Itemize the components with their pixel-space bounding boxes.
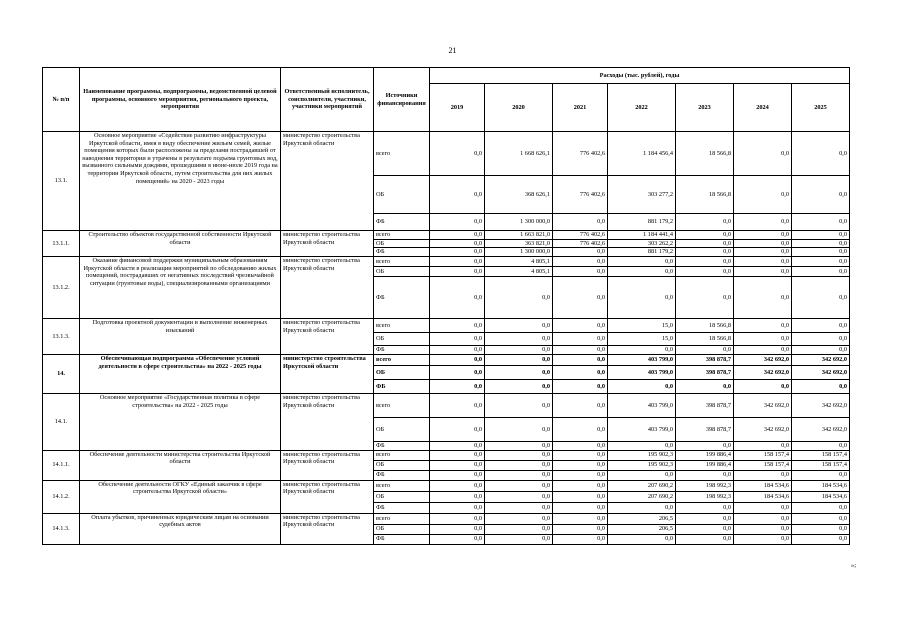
- amount-cell: 0,0: [792, 534, 850, 544]
- amount-cell: 0,0: [608, 502, 676, 513]
- amount-cell: 0,0: [485, 380, 553, 394]
- amount-cell: 0,0: [553, 418, 608, 442]
- amount-cell: 398 878,7: [676, 366, 734, 380]
- amount-cell: 206,5: [608, 524, 676, 534]
- amount-cell: 158 157,4: [792, 450, 850, 460]
- amount-cell: 0,0: [430, 442, 485, 451]
- amount-cell: 0,0: [553, 524, 608, 534]
- amount-cell: 881 179,2: [608, 248, 676, 257]
- row-responsible: министерство строительства Иркутской области: [281, 394, 374, 451]
- amount-cell: 0,0: [608, 534, 676, 544]
- amount-cell: 881 179,2: [608, 214, 676, 231]
- header-responsible: Ответственный исполнитель, соисполнители, участники, участники мероприятий: [281, 68, 374, 132]
- amount-cell: 1 300 000,0: [485, 214, 553, 231]
- row-name: Обеспечение деятельности ОГКУ «Единый заказчик в сфере строительства Иркутской области»: [80, 480, 281, 513]
- amount-cell: 0,0: [734, 176, 792, 214]
- amount-cell: 0,0: [553, 366, 608, 380]
- amount-cell: 342 692,0: [792, 394, 850, 418]
- row-name: Оказание финансовой поддержки муниципальным образованиям Иркутской области в реализации мероприятий по обследованию жилых помещений, пострадавших от негативных последствий чрезвычайной ситуации (грунтовые воды), специализированными организациями: [80, 257, 281, 319]
- amount-cell: 18 566,8: [676, 132, 734, 176]
- amount-cell: 0,0: [792, 257, 850, 267]
- header-expenses: Расходы (тыс. рублей), годы: [430, 68, 850, 84]
- amount-cell: 0,0: [792, 442, 850, 451]
- amount-cell: 0,0: [792, 470, 850, 480]
- table-row: [43, 394, 850, 418]
- amount-cell: 0,0: [676, 534, 734, 544]
- amount-cell: 0,0: [553, 460, 608, 470]
- funding-source: ОБ: [374, 491, 430, 502]
- row-code: 13.1.3.: [43, 319, 80, 355]
- amount-cell: 0,0: [553, 480, 608, 491]
- amount-cell: 0,0: [676, 502, 734, 513]
- amount-cell: 0,0: [485, 502, 553, 513]
- amount-cell: 0,0: [608, 257, 676, 267]
- amount-cell: 184 534,6: [792, 480, 850, 491]
- amount-cell: 195 902,3: [608, 460, 676, 470]
- amount-cell: 0,0: [734, 534, 792, 544]
- table-row: [43, 319, 850, 333]
- row-responsible: министерство строительства Иркутской области: [281, 132, 374, 231]
- amount-cell: 0,0: [430, 524, 485, 534]
- amount-cell: 0,0: [734, 380, 792, 394]
- funding-source: ФБ: [374, 502, 430, 513]
- row-responsible: министерство строительства Иркутской области: [281, 319, 374, 355]
- amount-cell: 0,0: [553, 513, 608, 524]
- amount-cell: 0,0: [485, 418, 553, 442]
- amount-cell: 0,0: [608, 380, 676, 394]
- amount-cell: 0,0: [676, 277, 734, 319]
- amount-cell: 0,0: [430, 231, 485, 240]
- amount-cell: 0,0: [553, 502, 608, 513]
- amount-cell: 4 805,1: [485, 257, 553, 267]
- amount-cell: 0,0: [792, 231, 850, 240]
- amount-cell: 0,0: [734, 231, 792, 240]
- amount-cell: 158 157,4: [734, 460, 792, 470]
- funding-source: ФБ: [374, 534, 430, 544]
- row-responsible: министерство строительства Иркутской области: [281, 480, 374, 513]
- funding-source: ОБ: [374, 239, 430, 248]
- amount-cell: 0,0: [676, 513, 734, 524]
- amount-cell: 206,5: [608, 513, 676, 524]
- header-number: № п/п: [43, 68, 80, 132]
- amount-cell: 0,0: [553, 214, 608, 231]
- amount-cell: 0,0: [792, 214, 850, 231]
- amount-cell: 0,0: [734, 239, 792, 248]
- amount-cell: 0,0: [734, 267, 792, 277]
- amount-cell: 403 799,0: [608, 355, 676, 366]
- amount-cell: 0,0: [430, 214, 485, 231]
- amount-cell: 207 690,2: [608, 491, 676, 502]
- row-responsible: министерство строительства Иркутской области: [281, 450, 374, 480]
- amount-cell: 0,0: [485, 277, 553, 319]
- table-row: [43, 513, 850, 524]
- amount-cell: 0,0: [430, 239, 485, 248]
- amount-cell: 0,0: [553, 346, 608, 355]
- amount-cell: 0,0: [608, 277, 676, 319]
- amount-cell: 195 902,3: [608, 450, 676, 460]
- funding-source: всего: [374, 257, 430, 267]
- funding-source: всего: [374, 319, 430, 333]
- amount-cell: 15,0: [608, 319, 676, 333]
- amount-cell: 0,0: [676, 267, 734, 277]
- amount-cell: 0,0: [485, 513, 553, 524]
- amount-cell: 1 184 441,4: [608, 231, 676, 240]
- amount-cell: 0,0: [734, 132, 792, 176]
- funding-source: всего: [374, 480, 430, 491]
- amount-cell: 0,0: [430, 513, 485, 524]
- amount-cell: 0,0: [553, 333, 608, 346]
- amount-cell: 0,0: [553, 380, 608, 394]
- amount-cell: 0,0: [734, 502, 792, 513]
- amount-cell: 303 277,2: [608, 176, 676, 214]
- amount-cell: 18 566,8: [676, 319, 734, 333]
- amount-cell: 18 566,8: [676, 333, 734, 346]
- amount-cell: 0,0: [430, 450, 485, 460]
- funding-source: ОБ: [374, 366, 430, 380]
- row-code: 14.1.2.: [43, 480, 80, 513]
- amount-cell: 158 157,4: [734, 450, 792, 460]
- amount-cell: 0,0: [553, 394, 608, 418]
- amount-cell: 0,0: [553, 257, 608, 267]
- amount-cell: 398 878,7: [676, 394, 734, 418]
- amount-cell: 198 992,3: [676, 480, 734, 491]
- amount-cell: 0,0: [430, 176, 485, 214]
- amount-cell: 0,0: [430, 267, 485, 277]
- row-responsible: министерство строительства Иркутской области: [281, 231, 374, 257]
- row-code: 13.1.2.: [43, 257, 80, 319]
- amount-cell: 0,0: [792, 524, 850, 534]
- table-row: [43, 450, 850, 460]
- amount-cell: 0,0: [734, 346, 792, 355]
- funding-source: ФБ: [374, 380, 430, 394]
- amount-cell: 0,0: [430, 380, 485, 394]
- row-responsible: министерство строительства Иркутской области: [281, 513, 374, 544]
- amount-cell: 0,0: [485, 319, 553, 333]
- amount-cell: 1 668 626,1: [485, 132, 553, 176]
- amount-cell: 0,0: [485, 534, 553, 544]
- amount-cell: 0,0: [792, 380, 850, 394]
- funding-source: ОБ: [374, 176, 430, 214]
- amount-cell: 363 821,0: [485, 239, 553, 248]
- amount-cell: 398 878,7: [676, 418, 734, 442]
- closing-quote-mark: »;: [851, 562, 857, 569]
- amount-cell: 0,0: [734, 319, 792, 333]
- funding-source: всего: [374, 450, 430, 460]
- funding-source: ФБ: [374, 442, 430, 451]
- amount-cell: 198 992,3: [676, 491, 734, 502]
- amount-cell: 0,0: [553, 319, 608, 333]
- amount-cell: 0,0: [430, 366, 485, 380]
- table-row: [43, 132, 850, 176]
- row-name: Оплата убытков, причиненных юридическим лицам на основании судебных актов: [80, 513, 281, 544]
- table-row: [43, 355, 850, 366]
- amount-cell: 0,0: [676, 380, 734, 394]
- amount-cell: 0,0: [676, 442, 734, 451]
- amount-cell: 776 402,6: [553, 132, 608, 176]
- row-code: 14.1.3.: [43, 513, 80, 544]
- amount-cell: 0,0: [485, 394, 553, 418]
- amount-cell: 199 886,4: [676, 460, 734, 470]
- amount-cell: 0,0: [430, 277, 485, 319]
- amount-cell: 776 402,6: [553, 239, 608, 248]
- amount-cell: 0,0: [676, 470, 734, 480]
- row-name: Подготовка проектной документации и выполнение инженерных изысканий: [80, 319, 281, 355]
- amount-cell: 0,0: [485, 460, 553, 470]
- amount-cell: 184 534,6: [734, 491, 792, 502]
- funding-source: ФБ: [374, 277, 430, 319]
- amount-cell: 0,0: [734, 513, 792, 524]
- amount-cell: 0,0: [485, 442, 553, 451]
- amount-cell: 403 799,0: [608, 366, 676, 380]
- header-year: 2020: [485, 84, 553, 132]
- header-year: 2022: [608, 84, 676, 132]
- amount-cell: 0,0: [430, 319, 485, 333]
- row-responsible: министерство строительства Иркутской области: [281, 257, 374, 319]
- amount-cell: 0,0: [430, 355, 485, 366]
- amount-cell: 342 692,0: [792, 418, 850, 442]
- header-name: Наименование программы, подпрограммы, ведомственной целевой программы, основного мероприятия, регионального проекта, мероприятия: [80, 68, 281, 132]
- amount-cell: 0,0: [430, 132, 485, 176]
- funding-source: ОБ: [374, 267, 430, 277]
- amount-cell: 0,0: [553, 491, 608, 502]
- amount-cell: 0,0: [792, 132, 850, 176]
- amount-cell: 158 157,4: [792, 460, 850, 470]
- amount-cell: 0,0: [734, 277, 792, 319]
- amount-cell: 0,0: [553, 450, 608, 460]
- row-name: Строительство объектов государственной собственности Иркутской области: [80, 231, 281, 257]
- amount-cell: 1 300 000,0: [485, 248, 553, 257]
- amount-cell: 0,0: [676, 524, 734, 534]
- amount-cell: 0,0: [676, 346, 734, 355]
- amount-cell: 0,0: [430, 248, 485, 257]
- amount-cell: 0,0: [553, 470, 608, 480]
- funding-source: ОБ: [374, 524, 430, 534]
- amount-cell: 0,0: [608, 470, 676, 480]
- funding-source: всего: [374, 513, 430, 524]
- amount-cell: 342 692,0: [792, 355, 850, 366]
- amount-cell: 776 402,6: [553, 176, 608, 214]
- amount-cell: 0,0: [485, 355, 553, 366]
- amount-cell: 776 402,6: [553, 231, 608, 240]
- table-row: [43, 231, 850, 240]
- row-responsible: министерство строительства Иркутской области: [281, 355, 374, 394]
- amount-cell: 184 534,6: [792, 491, 850, 502]
- amount-cell: 0,0: [430, 333, 485, 346]
- amount-cell: 0,0: [430, 418, 485, 442]
- amount-cell: 342 692,0: [734, 418, 792, 442]
- amount-cell: 199 886,4: [676, 450, 734, 460]
- amount-cell: 0,0: [734, 248, 792, 257]
- amount-cell: 0,0: [734, 470, 792, 480]
- amount-cell: 0,0: [734, 214, 792, 231]
- page-number: 21: [448, 46, 457, 55]
- amount-cell: 342 692,0: [734, 394, 792, 418]
- amount-cell: 4 805,1: [485, 267, 553, 277]
- amount-cell: 368 626,1: [485, 176, 553, 214]
- row-code: 13.1.1.: [43, 231, 80, 257]
- amount-cell: 0,0: [676, 214, 734, 231]
- header-year: 2023: [676, 84, 734, 132]
- amount-cell: 0,0: [485, 491, 553, 502]
- amount-cell: 15,0: [608, 333, 676, 346]
- amount-cell: 0,0: [792, 176, 850, 214]
- header-year: 2021: [553, 84, 608, 132]
- amount-cell: 0,0: [430, 534, 485, 544]
- amount-cell: 0,0: [553, 534, 608, 544]
- amount-cell: 18 566,8: [676, 176, 734, 214]
- amount-cell: 0,0: [792, 319, 850, 333]
- amount-cell: 207 690,2: [608, 480, 676, 491]
- funding-source: ФБ: [374, 248, 430, 257]
- funding-source: ОБ: [374, 333, 430, 346]
- amount-cell: 0,0: [430, 346, 485, 355]
- amount-cell: 0,0: [430, 502, 485, 513]
- amount-cell: 0,0: [734, 524, 792, 534]
- header-year: 2019: [430, 84, 485, 132]
- amount-cell: 0,0: [430, 257, 485, 267]
- budget-table: [42, 67, 850, 545]
- amount-cell: 0,0: [485, 470, 553, 480]
- amount-cell: 0,0: [608, 442, 676, 451]
- row-code: 13.1.: [43, 132, 80, 231]
- funding-source: ОБ: [374, 460, 430, 470]
- amount-cell: 0,0: [485, 366, 553, 380]
- amount-cell: 0,0: [430, 394, 485, 418]
- amount-cell: 303 262,2: [608, 239, 676, 248]
- funding-source: ФБ: [374, 214, 430, 231]
- funding-source: всего: [374, 132, 430, 176]
- amount-cell: 0,0: [608, 346, 676, 355]
- amount-cell: 0,0: [676, 248, 734, 257]
- row-code: 14.1.1.: [43, 450, 80, 480]
- funding-source: всего: [374, 394, 430, 418]
- amount-cell: 0,0: [430, 460, 485, 470]
- row-name: Обеспечивающая подпрограмма «Обеспечение условий деятельности в сфере строительства» на 2022 - 2025 годы: [80, 355, 281, 394]
- amount-cell: 0,0: [430, 491, 485, 502]
- amount-cell: 0,0: [792, 277, 850, 319]
- amount-cell: 0,0: [676, 239, 734, 248]
- amount-cell: 0,0: [485, 333, 553, 346]
- amount-cell: 0,0: [792, 267, 850, 277]
- amount-cell: 1 184 456,4: [608, 132, 676, 176]
- funding-source: ОБ: [374, 418, 430, 442]
- amount-cell: 1 663 821,0: [485, 231, 553, 240]
- amount-cell: 0,0: [792, 346, 850, 355]
- amount-cell: 342 692,0: [734, 355, 792, 366]
- amount-cell: 0,0: [485, 480, 553, 491]
- amount-cell: 0,0: [734, 442, 792, 451]
- amount-cell: 0,0: [734, 257, 792, 267]
- amount-cell: 0,0: [553, 267, 608, 277]
- header-year: 2025: [792, 84, 850, 132]
- amount-cell: 0,0: [485, 346, 553, 355]
- amount-cell: 403 799,0: [608, 418, 676, 442]
- row-name: Обеспечение деятельности министерства строительства Иркутской области: [80, 450, 281, 480]
- amount-cell: 0,0: [430, 470, 485, 480]
- amount-cell: 0,0: [676, 257, 734, 267]
- funding-source: ФБ: [374, 346, 430, 355]
- amount-cell: 0,0: [553, 442, 608, 451]
- row-name: Основное мероприятие «Содействие развитию инфраструктуры Иркутской области, имея в виду обеспечение жильем семей, жилые помещения которых были расположены за пределами пострадавшей от наводнения территории и утрачены в результате подъема грунтовых вод, вызванного сильными дождями, прошедшими в июне-июле 2019 года на территории Иркутской области, путем строительства для них жилых помещений» на 2020 - 2023 годы: [80, 132, 281, 231]
- amount-cell: 0,0: [792, 513, 850, 524]
- amount-cell: 0,0: [792, 502, 850, 513]
- amount-cell: 0,0: [734, 333, 792, 346]
- amount-cell: 0,0: [553, 248, 608, 257]
- amount-cell: 0,0: [553, 277, 608, 319]
- amount-cell: 0,0: [792, 248, 850, 257]
- amount-cell: 0,0: [553, 355, 608, 366]
- amount-cell: 184 534,6: [734, 480, 792, 491]
- funding-source: всего: [374, 355, 430, 366]
- amount-cell: 0,0: [676, 231, 734, 240]
- row-code: 14.: [43, 355, 80, 394]
- amount-cell: 342 692,0: [792, 366, 850, 380]
- header-sources: Источники финансирования: [374, 68, 430, 132]
- amount-cell: 0,0: [608, 267, 676, 277]
- funding-source: всего: [374, 231, 430, 240]
- funding-source: ФБ: [374, 470, 430, 480]
- table-row: [43, 257, 850, 267]
- header-year: 2024: [734, 84, 792, 132]
- table-row: [43, 480, 850, 491]
- amount-cell: 342 692,0: [734, 366, 792, 380]
- amount-cell: 0,0: [485, 524, 553, 534]
- amount-cell: 0,0: [430, 480, 485, 491]
- amount-cell: 0,0: [792, 239, 850, 248]
- amount-cell: 0,0: [792, 333, 850, 346]
- amount-cell: 403 799,0: [608, 394, 676, 418]
- amount-cell: 398 878,7: [676, 355, 734, 366]
- amount-cell: 0,0: [485, 450, 553, 460]
- row-name: Основное мероприятие «Государственная политика в сфере строительства» на 2022 - 2025 годы: [80, 394, 281, 451]
- row-code: 14.1.: [43, 394, 80, 451]
